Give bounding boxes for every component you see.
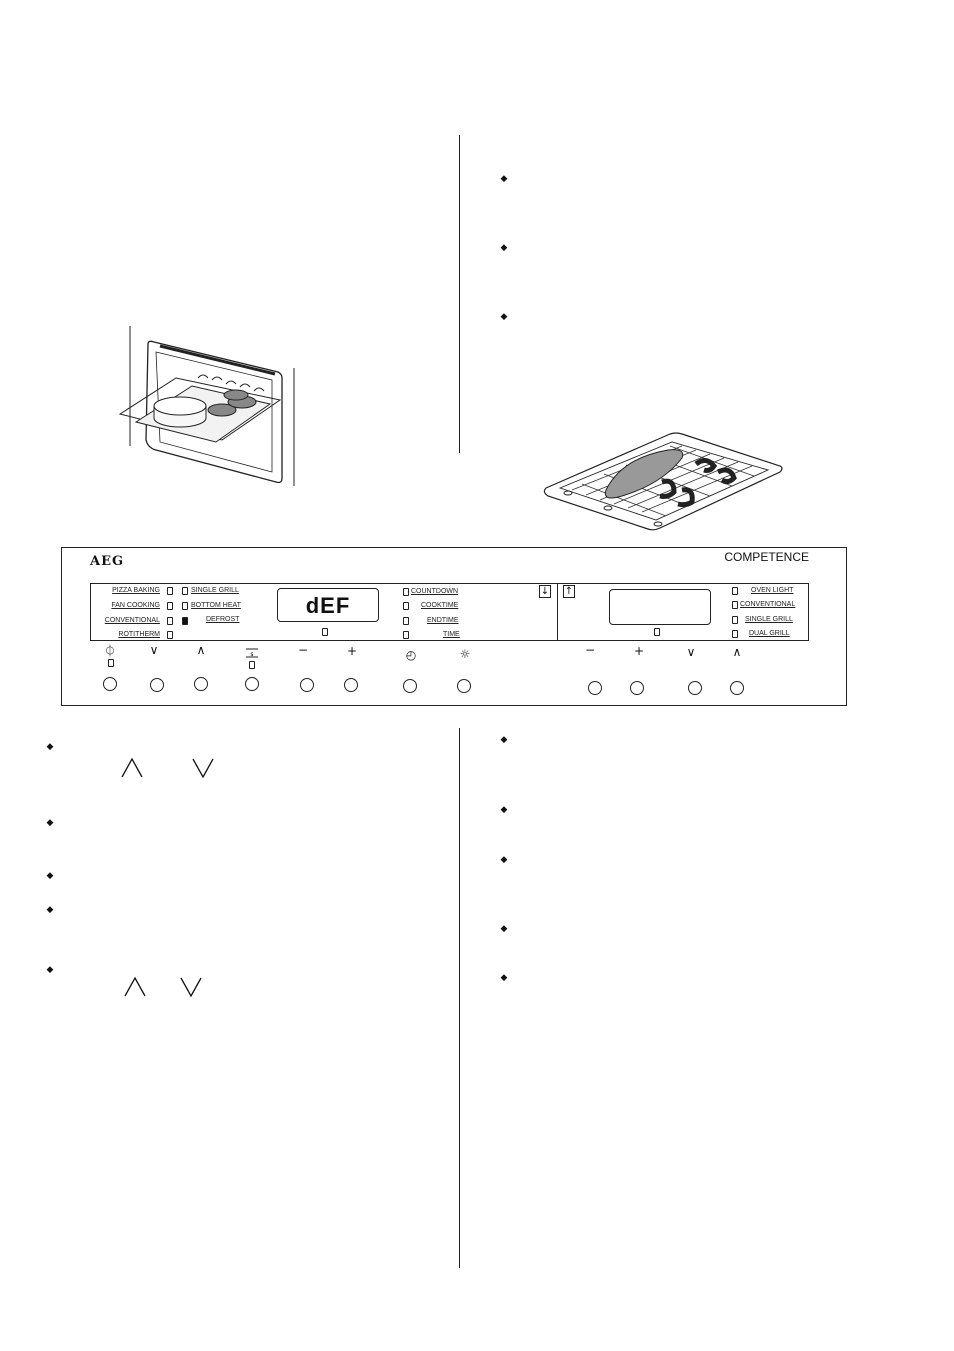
indicator-led xyxy=(167,617,173,625)
function-up-button[interactable] xyxy=(194,677,208,691)
bullet: ◆ xyxy=(500,242,508,252)
clock-label-cooktime: COOKTIME xyxy=(421,602,459,609)
main-display xyxy=(277,588,379,622)
power-symbol: ⏀ xyxy=(103,644,116,658)
brand-logo: AEG xyxy=(90,554,125,569)
up-symbol-right: ∧ xyxy=(732,645,742,659)
indicator-led xyxy=(403,631,409,639)
power-led xyxy=(108,659,114,667)
bullet: ◆ xyxy=(500,173,508,183)
rotisserie-button[interactable] xyxy=(245,677,259,691)
down-symbol-right: ∨ xyxy=(686,645,696,659)
display-text: dEF xyxy=(305,593,351,618)
indicator-led xyxy=(182,587,188,595)
bullet: ◆ xyxy=(500,972,508,982)
indicator-led xyxy=(403,602,409,610)
function-label-oven-light: OVEN LIGHT xyxy=(751,587,794,594)
function-label-rotitherm: ROTITHERM xyxy=(118,631,160,638)
bullet: ◆ xyxy=(500,311,508,321)
function-label-dual-grill: DUAL GRILL xyxy=(749,630,790,637)
indicator-led xyxy=(403,617,409,625)
column-divider-bottom xyxy=(459,728,460,1268)
arrow-down-icon: ↓ xyxy=(540,586,550,597)
temperature-plus-button[interactable] xyxy=(344,678,358,692)
right-down-button[interactable] xyxy=(688,681,702,695)
minus-symbol-right: − xyxy=(584,643,596,657)
function-label-defrost: DEFROST xyxy=(206,616,240,623)
power-button[interactable] xyxy=(103,677,117,691)
light-symbol: ☼ xyxy=(459,647,471,661)
bullet: ◆ xyxy=(46,741,54,751)
function-strip xyxy=(90,583,809,641)
strip-divider xyxy=(557,584,558,640)
secondary-display xyxy=(609,589,711,625)
series-name: COMPETENCE xyxy=(724,550,809,564)
right-plus-button[interactable] xyxy=(630,681,644,695)
bullet: ◆ xyxy=(46,964,54,974)
up-chevron-icon xyxy=(124,977,146,997)
down-chevron-icon xyxy=(180,977,202,997)
up-chevron-icon xyxy=(121,758,143,778)
function-label-fan-cooking: FAN COOKING xyxy=(111,602,160,609)
bullet: ◆ xyxy=(500,854,508,864)
down-symbol: ∨ xyxy=(149,643,159,657)
indicator-led xyxy=(654,628,660,636)
indicator-led xyxy=(732,616,738,624)
bullet: ◆ xyxy=(500,804,508,814)
indicator-led xyxy=(182,602,188,610)
indicator-led xyxy=(732,601,738,609)
right-up-button[interactable] xyxy=(730,681,744,695)
temperature-minus-button[interactable] xyxy=(300,678,314,692)
function-label-conventional: CONVENTIONAL xyxy=(104,617,160,624)
function-label-conventional-right: CONVENTIONAL xyxy=(740,601,796,608)
clock-label-endtime: ENDTIME xyxy=(427,617,459,624)
indicator-led xyxy=(167,602,173,610)
clock-label-countdown: COUNTDOWN xyxy=(411,588,459,595)
clock-button[interactable] xyxy=(403,679,417,693)
right-minus-button[interactable] xyxy=(588,681,602,695)
function-down-button[interactable] xyxy=(150,678,164,692)
indicator-led xyxy=(167,587,173,595)
function-label-single-grill-right: SINGLE GRILL xyxy=(745,616,793,623)
function-label-pizza-baking: PIZZA BAKING xyxy=(112,587,160,594)
indicator-led xyxy=(732,587,738,595)
function-label-bottom-heat: BOTTOM HEAT xyxy=(191,602,241,609)
bullet: ◆ xyxy=(500,734,508,744)
indicator-led xyxy=(732,630,738,638)
indicator-led xyxy=(403,588,409,596)
indicator-led xyxy=(167,631,173,639)
bullet: ◆ xyxy=(46,904,54,914)
down-chevron-icon xyxy=(192,758,214,778)
minus-symbol: − xyxy=(297,643,309,657)
grill-tray-with-food-icon xyxy=(542,428,786,534)
arrow-up-icon: ↑ xyxy=(564,586,574,597)
light-button[interactable] xyxy=(457,679,471,693)
clock-label-time: TIME xyxy=(443,631,460,638)
bullet: ◆ xyxy=(500,923,508,933)
bullet: ◆ xyxy=(46,817,54,827)
clock-symbol: ◴ xyxy=(405,648,417,662)
plus-symbol: + xyxy=(346,644,358,658)
svg-text:s: s xyxy=(250,651,254,658)
control-panel xyxy=(61,547,847,706)
oven-shelf-with-food-icon xyxy=(110,322,300,490)
bullet: ◆ xyxy=(46,870,54,880)
column-divider-top xyxy=(459,135,460,453)
rotisserie-symbol-icon xyxy=(245,648,259,658)
indicator-led-active xyxy=(182,617,188,625)
function-label-single-grill: SINGLE GRILL xyxy=(191,587,239,594)
plus-symbol-right: + xyxy=(633,644,645,658)
up-symbol: ∧ xyxy=(196,643,206,657)
indicator-led xyxy=(322,628,328,636)
rotisserie-led xyxy=(249,661,255,669)
